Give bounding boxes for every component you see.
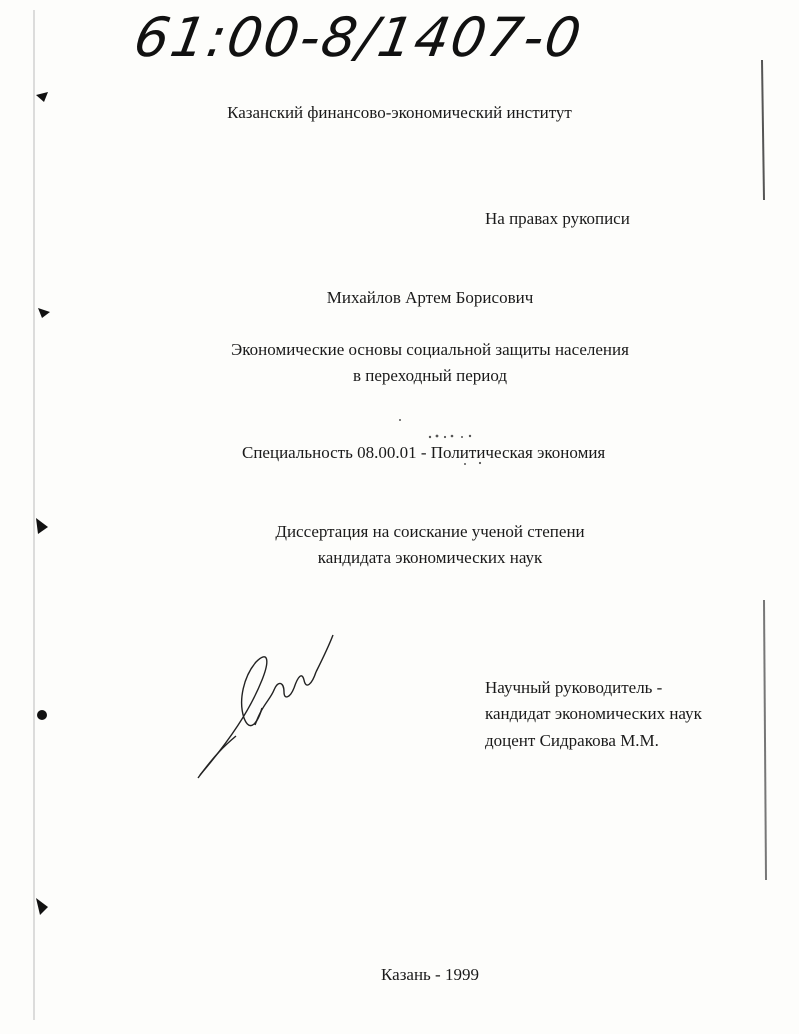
punch-mark-5	[36, 898, 48, 915]
dissertation-line-2: кандидата экономических наук	[317, 548, 543, 567]
signature	[198, 635, 333, 778]
place-year: Казань - 1999	[381, 965, 479, 984]
punch-mark-1	[36, 92, 48, 102]
title-line-1: Экономические основы социальной защиты населения	[231, 340, 629, 359]
specialty-line: Специальность 08.00.01 - Политическая экономия	[242, 443, 606, 462]
author-name: Михайлов Артем Борисович	[326, 288, 534, 307]
punch-mark-4	[37, 710, 47, 720]
right-streak-bottom	[764, 600, 766, 880]
supervisor-line-2: кандидат экономических наук	[485, 704, 702, 723]
right-streak-top	[762, 60, 764, 200]
supervisor-line-3: доцент Сидракова М.М.	[485, 731, 659, 750]
dissertation-line-1: Диссертация на соискание ученой степени	[275, 522, 585, 541]
institute-name: Казанский финансово-экономический институт	[227, 103, 572, 122]
handwritten-archive-code: 61:00-8/1407-0	[129, 6, 588, 69]
punch-mark-2	[38, 308, 50, 318]
title-line-2: в переходный период	[352, 366, 508, 385]
rights-notice: На правах рукописи	[485, 209, 630, 228]
supervisor-line-1: Научный руководитель -	[485, 678, 663, 697]
